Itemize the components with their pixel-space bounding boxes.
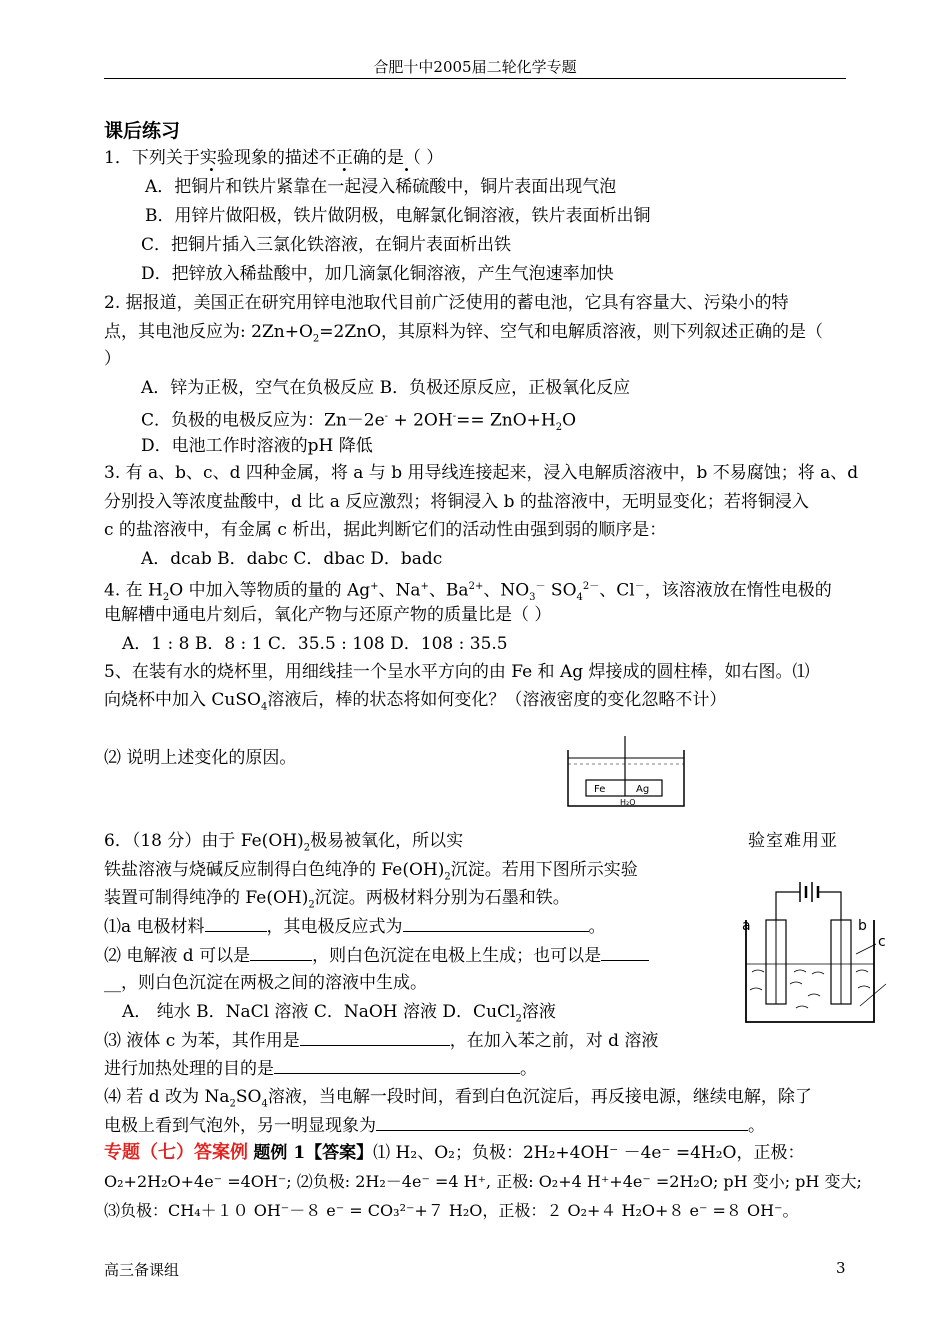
electrode-b-label: b	[858, 918, 867, 934]
q1-option-c: C．把铜片插入三氯化铁溶液，在铜片表面析出铁	[141, 235, 512, 255]
q3-line2: 分别投入等浓度盐酸中，d 比 a 反应激烈；将铜浸入 b 的盐溶液中，无明显变化；若将铜浸入	[104, 492, 809, 512]
water-label: H₂O	[620, 798, 636, 807]
page-number: 3	[836, 1259, 846, 1277]
q6-line3: 装置可制得纯净的 $Fe(OH)_2$沉淀。两极材料分别为石墨和铁。	[104, 888, 570, 911]
q5-line3: ⑵ 说明上述变化的原因。	[104, 748, 297, 768]
q1-option-b: B．用锌片做阳极，铁片做阴极，电解氯化铜溶液，铁片表面析出铜	[145, 206, 651, 226]
q1-stem: 1．下列关于实验现象的描述 ·不正确的是（ ） ·	[104, 147, 443, 169]
section-title: 课后练习	[104, 120, 181, 142]
answer-line1: 专题（七）答案例 题例 1【答案】⑴ H₂、O₂；负极：2H₂+4OH⁻ －4e⁻ =4H₂O，正极：	[104, 1142, 805, 1163]
q4-options: A．1 : 8 B．8 : 1 C．35.5 : 108 D．108 : 35.5	[122, 634, 508, 654]
beaker-figure	[562, 736, 692, 808]
electrolysis-figure	[738, 872, 890, 1028]
q6-line10: 电极上看到气泡外，另一明显现象为 。	[104, 1116, 765, 1136]
liquid-c-label: c	[878, 934, 886, 950]
q6-line1: 6．（18 分）由于 $Fe(OH)_2$极易被氧化，所以实	[104, 831, 464, 854]
electrode-a-label: a	[742, 918, 751, 934]
header-rule	[104, 78, 846, 79]
q2-option-d: D．电池工作时溶液的pH 降低	[141, 436, 373, 456]
q2-line2: 点，其电池反应为: $2Zn+O_2=2ZnO$，其原料为锌、空气和电解质溶液，则下列叙述正确的是（	[104, 322, 824, 345]
q6-line5: ⑵ 电解液 d 可以是 ，则白色沉淀在电极上生成；也可以是	[104, 944, 649, 967]
q4-line1: 4. 在 $H_2O$ 中加入等物质的量的 Ag+、Na+、$Ba^{2+}$、$NO_3^-$ $SO_4^{2-}$、Cl－，该溶液放在惰性电极的	[104, 580, 832, 604]
q4-line2: 电解槽中通电片刻后，氧化产物与还原产物的质量比是（ ）	[104, 605, 552, 625]
q6-line1-tail: 验室难用亚	[748, 831, 838, 851]
q2-line1: 2. 据报道，美国正在研究用锌电池取代目前广泛使用的蓄电池，它具有容量大、污染小的特	[104, 293, 789, 313]
ag-label: Ag	[636, 784, 650, 795]
q2-option-a: A．锌为正极，空气在负极反应 B．负极还原反应，正极氧化反应	[141, 378, 631, 398]
page-header: 合肥十中2005届二轮化学专题	[373, 58, 577, 76]
answer-line2: O₂+2H₂O+4e⁻ =4OH⁻; ⑵负极: 2H₂－4e⁻ =4 H⁺, 正极: O₂+4 H⁺+4e⁻ =2H₂O; pH 变小; pH 变大;	[104, 1172, 862, 1191]
q6-line9: ⑷ 若 d 改为 $Na_2SO_4$溶液，当电解一段时间，看到白色沉淀后，再反接电源，继续电解，除了	[104, 1087, 812, 1110]
q3-options: A．dcab B．dabc C．dbac D．badc	[141, 549, 443, 569]
q6-line6: __，则白色沉淀在两极之间的溶液中生成。	[104, 973, 427, 993]
q1-option-a: A．把铜片和铁片紧靠在一起浸入稀硫酸中，铜片表面出现气泡	[145, 177, 617, 197]
q6-line7: ⑶ 液体 c 为苯，其作用是 ，在加入苯之前，对 d 溶液	[104, 1031, 659, 1051]
fe-label: Fe	[594, 784, 606, 795]
q5-line2: 向烧杯中加入 CuSO$_4$溶液后，棒的状态将如何变化？（溶液密度的变化忽略不计）	[104, 690, 727, 713]
q3-line3: c 的盐溶液中，有金属 c 析出，据此判断它们的活动性由强到弱的顺序是：	[104, 520, 667, 540]
footer-left: 高三备课组	[104, 1261, 180, 1279]
q6-line2: 铁盐溶液与烧碱反应制得白色纯净的 $Fe(OH)_2$沉淀。若用下图所示实验	[104, 860, 638, 883]
q5-line1: 5、在装有水的烧杯里，用细线挂一个呈水平方向的由 Fe 和 Ag 焊接成的圆柱棒，如右图。⑴	[104, 662, 810, 682]
q6-options: A． 纯水 B．NaCl 溶液 C．NaOH 溶液 D．CuCl$_2$溶液	[122, 1002, 556, 1025]
answer-line3: ⑶负极：CH₄＋１０ OH⁻－８ e⁻ = CO₃²⁻+７ H₂O，正极：２ O₂+４ H₂O+８ e⁻ =８ OH⁻。	[104, 1201, 799, 1220]
q2-line3: ）	[104, 349, 121, 369]
q6-line8: 进行加热处理的目的是 。	[104, 1059, 537, 1079]
q3-line1: 3. 有 a、b、c、d 四种金属，将 a 与 b 用导线连接起来，浸入电解质溶液中，b 不易腐蚀；将 a、d	[104, 463, 859, 483]
q2-option-c: C．负极的电极反应为：$Zn-2e^- + 2OH^-== ZnO+H_2O$	[141, 410, 577, 434]
q1-option-d: D．把锌放入稀盐酸中，加几滴氯化铜溶液，产生气泡速率加快	[141, 264, 614, 284]
q6-line4: ⑴a 电极材料 ，其电极反应式为 。	[104, 917, 606, 937]
